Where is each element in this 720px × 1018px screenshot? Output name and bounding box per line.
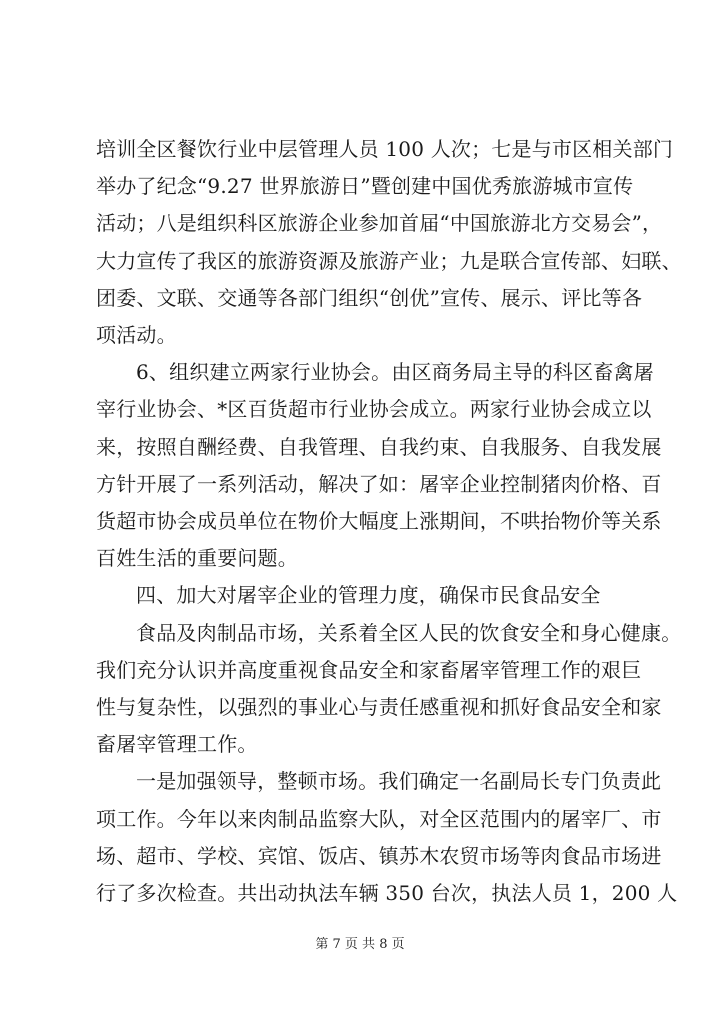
body-line: 团委、文联、交通等各部门组织“创优”宣传、展示、评比等各 (96, 286, 643, 310)
paragraph-first-line: 一是加强领导，整顿市场。我们确定一名副局长专门负责此 (136, 769, 662, 793)
body-line: 行了多次检查。共出动执法车辆 350 台次，执法人员 1，200 人 (96, 881, 678, 905)
body-line: 性与复杂性，以强烈的事业心与责任感重视和抓好食品安全和家 (96, 695, 662, 719)
body-line: 我们充分认识并高度重视食品安全和家畜屠宰管理工作的艰巨 (96, 658, 642, 682)
section-heading: 四、加大对屠宰企业的管理力度，确保市民食品安全 (136, 583, 601, 607)
body-line: 项活动。 (96, 323, 177, 347)
body-line: 大力宣传了我区的旅游资源及旅游产业；九是联合宣传部、妇联、 (96, 249, 682, 273)
page-number-footer: 第 7 页 共 8 页 (315, 937, 405, 952)
paragraph-first-line: 食品及肉制品市场，关系着全区人民的饮食安全和身心健康。 (136, 621, 682, 645)
body-line: 场、超市、学校、宾馆、饭店、镇苏木农贸市场等肉食品市场进 (96, 844, 662, 868)
body-line: 方针开展了一系列活动，解决了如：屠宰企业控制猪肉价格、百 (96, 472, 662, 496)
body-line: 培训全区餐饮行业中层管理人员 100 人次；七是与市区相关部门 (96, 137, 674, 161)
body-line: 来，按照自酬经费、自我管理、自我约束、自我服务、自我发展 (96, 435, 662, 459)
body-line: 货超市协会成员单位在物价大幅度上涨期间，不哄抬物价等关系 (96, 509, 662, 533)
body-line: 畜屠宰管理工作。 (96, 732, 258, 756)
body-line: 项工作。今年以来肉制品监察大队，对全区范围内的屠宰厂、市 (96, 807, 662, 831)
body-line: 百姓生活的重要问题。 (96, 546, 298, 570)
body-line: 活动；八是组织科区旅游企业参加首届“中国旅游北方交易会”， (96, 211, 663, 235)
body-line: 宰行业协会、*区百货超市行业协会成立。两家行业协会成立以 (96, 397, 652, 421)
body-line: 举办了纪念“9.27 世界旅游日”暨创建中国优秀旅游城市宣传 (96, 174, 634, 198)
paragraph-first-line: 6、组织建立两家行业协会。由区商务局主导的科区畜禽屠 (136, 360, 654, 384)
